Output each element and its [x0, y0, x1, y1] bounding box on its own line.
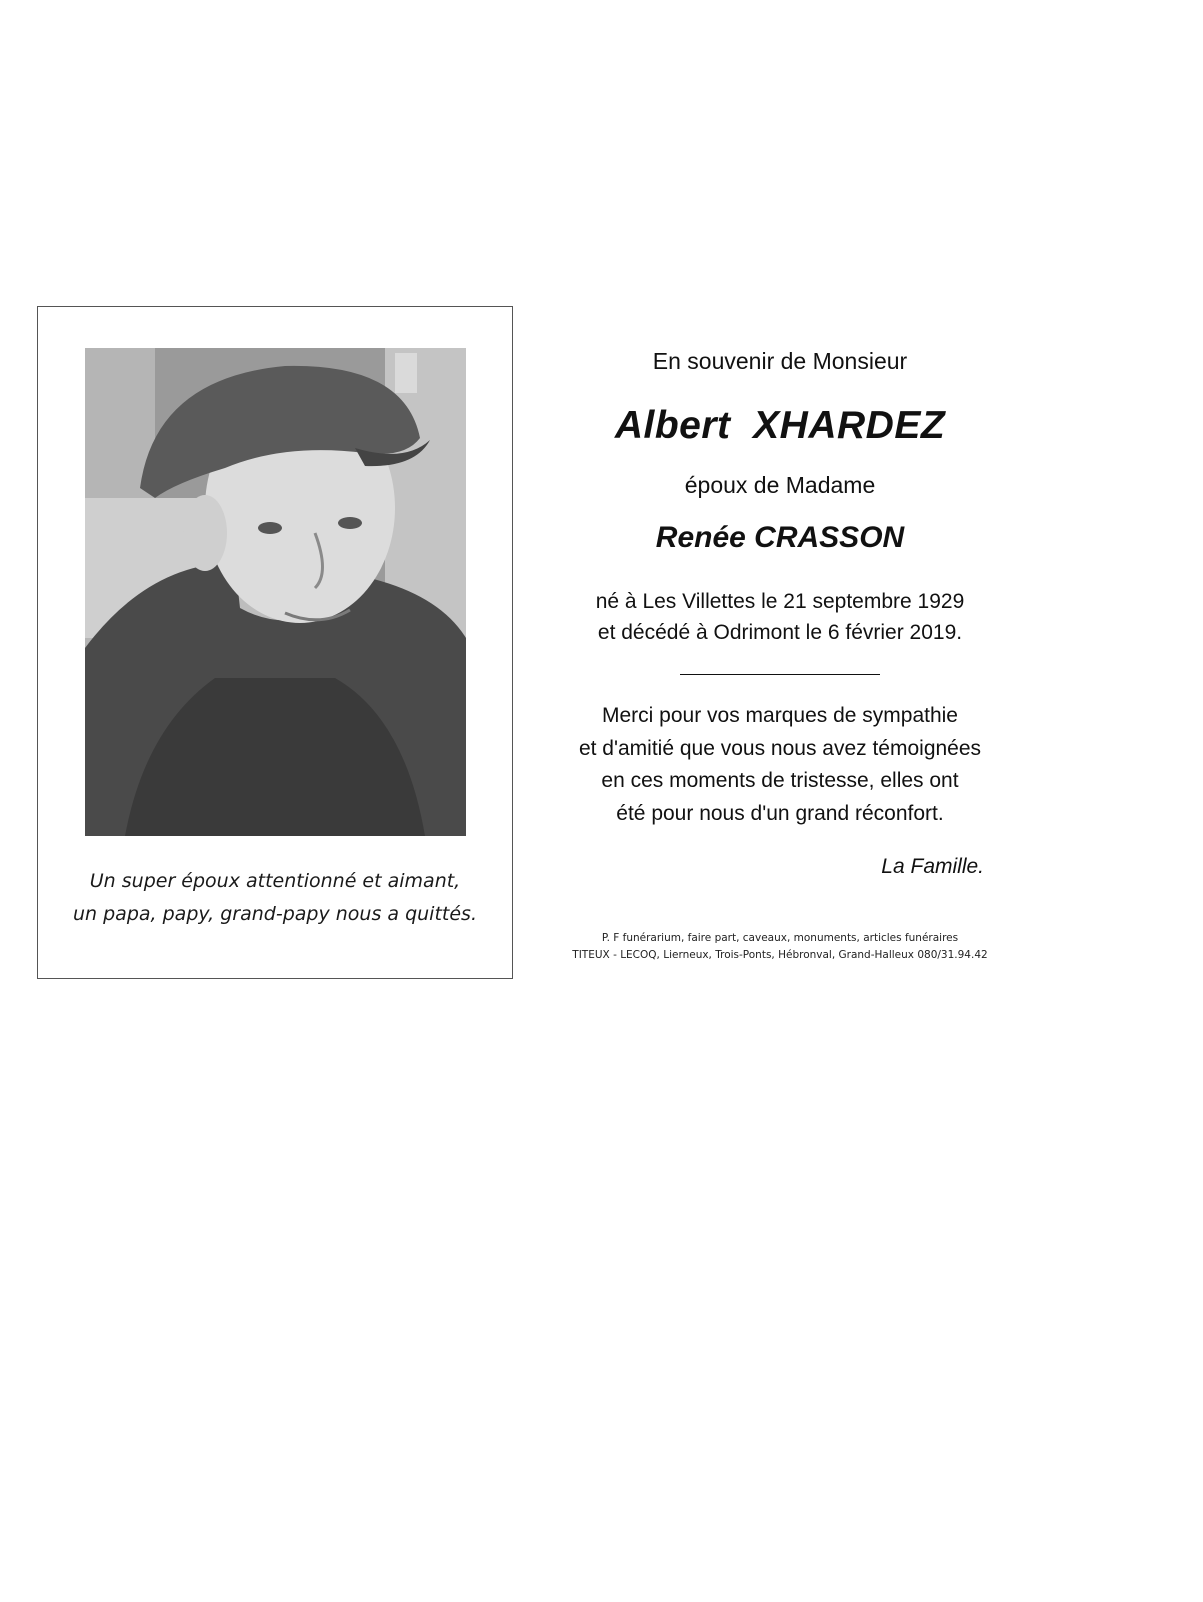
portrait-card	[37, 306, 513, 979]
family-signature: La Famille.	[881, 855, 984, 878]
life-dates	[560, 586, 1000, 648]
death-line: et décédé à Odrimont le 6 février 2019.	[597, 621, 963, 644]
spouse-name: Renée CRASSON	[655, 521, 905, 554]
footer-line-1: P. F funérarium, faire part, caveaux, monuments, articles funéraires	[601, 932, 959, 944]
spouse-intro: époux de Madame	[684, 472, 876, 498]
deceased-name: Albert XHARDEZ	[614, 404, 946, 447]
portrait-image-icon	[85, 348, 466, 836]
thanks-line-1: Merci pour vos marques de sympathie	[602, 704, 958, 727]
thanks-line-4: été pour nous d'un grand réconfort.	[616, 801, 944, 825]
tribute-line-2: un papa, papy, grand-papy nous a quittés.	[73, 903, 477, 925]
footer-line-2: TITEUX - LECOQ, Lierneux, Trois-Ponts, Hébronval, Grand-Halleux 080/31.94.42	[572, 949, 988, 961]
portrait-photo	[85, 348, 466, 836]
thanks-line-2: et d'amitié que vous nous avez témoignées	[578, 736, 982, 760]
announcement-intro: En souvenir de Monsieur	[652, 348, 908, 374]
thanks-message	[560, 700, 1000, 830]
divider-line	[680, 674, 880, 675]
thanks-line-3: en ces moments de tristesse, elles ont	[601, 769, 959, 792]
birth-line: né à Les Villettes le 21 septembre 1929	[595, 590, 965, 613]
tribute-text	[38, 865, 512, 931]
funeral-home-footer	[560, 930, 1000, 964]
tribute-line-1: Un super époux attentionné et aimant,	[89, 870, 461, 892]
